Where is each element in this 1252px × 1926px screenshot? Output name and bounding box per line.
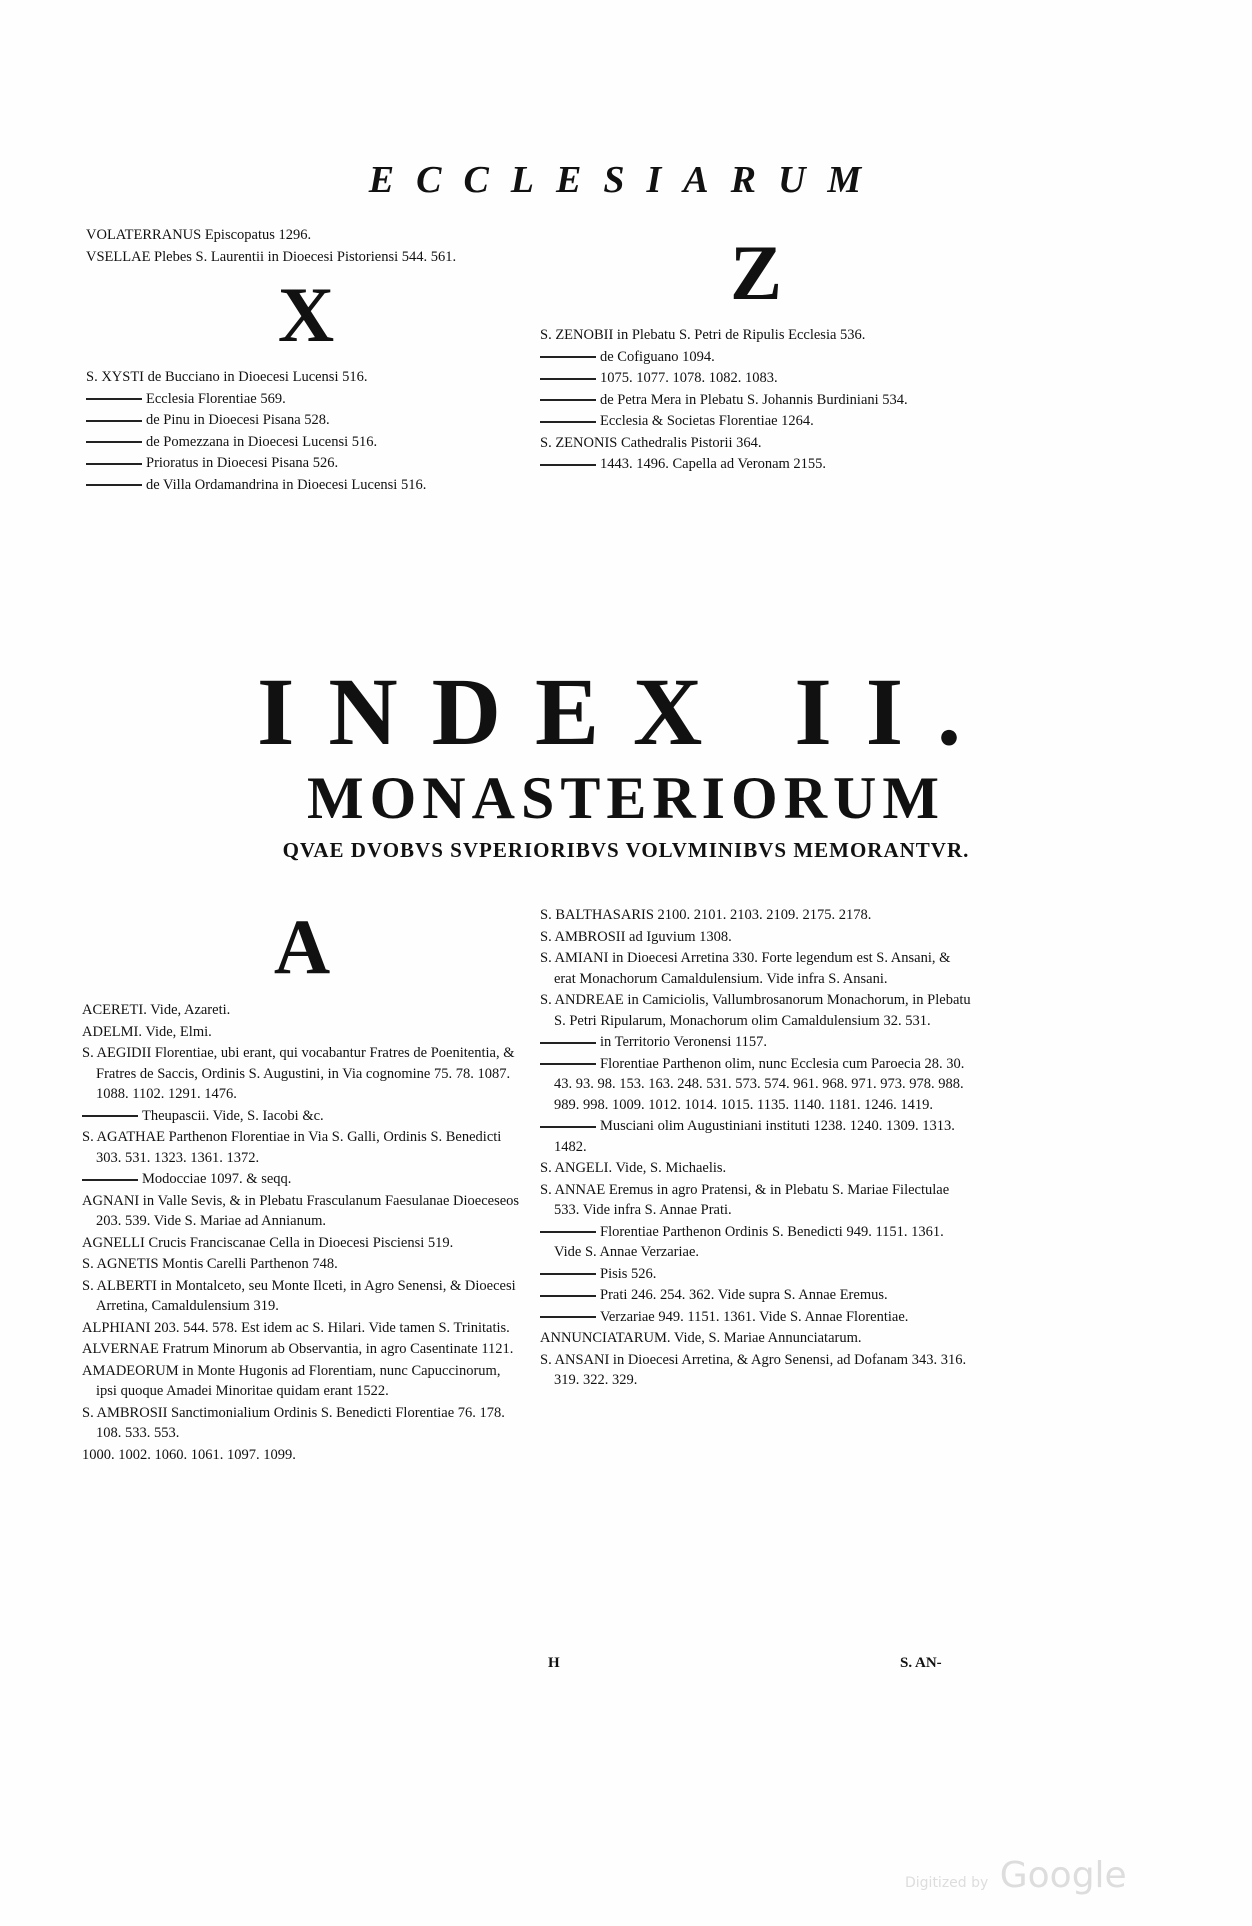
index-subtitle-line: QVAE DVOBVS SVPERIORIBVS VOLVMINIBVS MEMORANTVR. bbox=[282, 838, 970, 862]
list-item: ALVERNAE Fratrum Minorum ab Observantia, in agro Casentinate 1121. bbox=[82, 1341, 514, 1357]
list-item: S. ANNAE Eremus in agro Pratensi, & in Plebatu S. Mariae Filectulae 533. Vide infra S. Annae Prati. bbox=[540, 1181, 950, 1218]
list-item: S. AGNETIS Montis Carelli Parthenon 748. bbox=[82, 1256, 338, 1272]
column-right-top bbox=[540, 225, 972, 476]
index-title: INDEX II. bbox=[256, 658, 996, 765]
list-item: S. ZENOBII in Plebatu S. Petri de Ripulis Ecclesia 536. bbox=[540, 327, 866, 343]
list-item: Verzariae 949. 1151. 1361. Vide S. Annae Florentiae. bbox=[540, 1307, 972, 1328]
list-item: Pisis 526. bbox=[540, 1264, 972, 1285]
list-item: Prioratus in Dioecesi Pisana 526. bbox=[86, 453, 526, 474]
index-subtitle: MONASTERIORUM bbox=[306, 765, 945, 831]
section-letter: X bbox=[277, 271, 335, 358]
list-item: de Cofiguano 1094. bbox=[540, 347, 972, 368]
list-item: S. BALTHASARIS 2100. 2101. 2103. 2109. 2175. 2178. bbox=[540, 907, 872, 923]
list-item: ALPHIANI 203. 544. 578. Est idem ac S. Hilari. Vide tamen S. Trinitatis. bbox=[82, 1319, 510, 1336]
list-item: de Pomezzana in Dioecesi Lucensi 516. bbox=[86, 432, 526, 453]
list-item: S. ALBERTI in Montalceto, seu Monte Ilceti, in Agro Senensi, & Dioecesi Arretina, Camaldulensium 319. bbox=[82, 1277, 516, 1314]
list-item: de Villa Ordamandrina in Dioecesi Lucensi 516. bbox=[86, 475, 526, 496]
list-item: S. AGATHAE Parthenon Florentiae in Via S. Galli, Ordinis S. Benedicti 303. 531. 1323. 1361. 1372. bbox=[82, 1129, 502, 1166]
section-letter: Z bbox=[729, 229, 783, 316]
list-item: in Territorio Veronensi 1157. bbox=[540, 1032, 972, 1053]
signature-mark: H bbox=[548, 1655, 560, 1671]
list-item: AMADEORUM in Monte Hugonis ad Florentiam, nunc Capuccinorum, ipsi quoque Amadei Minoritae quidam erant 1522. bbox=[82, 1362, 501, 1399]
catchword: S. AN- bbox=[900, 1655, 942, 1671]
list-item: Ecclesia Florentiae 569. bbox=[86, 389, 526, 410]
list-item: VOLATERRANUS Episcopatus 1296. bbox=[86, 227, 312, 243]
list-item: de Pinu in Dioecesi Pisana 528. bbox=[86, 410, 526, 431]
list-item: S. AMBROSII ad Iguvium 1308. bbox=[540, 928, 732, 945]
list-item: S. ANSANI in Dioecesi Arretina, & Agro Senensi, ad Dofanam 343. 316. 319. 322. 329. bbox=[540, 1351, 967, 1388]
list-item: Prati 246. 254. 362. Vide supra S. Annae Eremus. bbox=[540, 1285, 972, 1306]
list-item: AGNELLI Crucis Franciscanae Cella in Dioecesi Pisciensi 519. bbox=[82, 1234, 454, 1251]
list-item: Modocciae 1097. & seqq. bbox=[82, 1169, 522, 1190]
watermark: Digitized by Google bbox=[905, 1855, 1127, 1896]
section-letter: A bbox=[273, 903, 331, 990]
list-item: de Petra Mera in Plebatu S. Johannis Burdiniani 534. bbox=[540, 390, 972, 411]
list-item: ACERETI. Vide, Azareti. bbox=[82, 1002, 231, 1018]
list-item: S. AMBROSII Sanctimonialium Ordinis S. Benedicti Florentiae 76. 178. 108. 533. 553. bbox=[82, 1404, 505, 1441]
list-item: S. XYSTI de Bucciano in Dioecesi Lucensi 516. bbox=[86, 369, 368, 385]
list-item: Theupascii. Vide, S. Iacobi &c. bbox=[82, 1106, 522, 1127]
list-item: ANNUNCIATARUM. Vide, S. Mariae Annunciatarum. bbox=[540, 1330, 862, 1346]
list-item: S. ANGELI. Vide, S. Michaelis. bbox=[540, 1160, 727, 1176]
list-item: 1000. 1002. 1060. 1061. 1097. 1099. bbox=[82, 1446, 296, 1463]
list-item: S. ZENONIS Cathedralis Pistorii 364. bbox=[540, 434, 762, 451]
list-item: 1075. 1077. 1078. 1082. 1083. bbox=[540, 368, 972, 389]
column-right-bottom bbox=[540, 905, 972, 1392]
list-item: ADELMI. Vide, Elmi. bbox=[82, 1023, 212, 1040]
running-head: ECCLESIARUM bbox=[368, 159, 884, 201]
list-item: 1443. 1496. Capella ad Veronam 2155. bbox=[540, 454, 972, 475]
column-left-bottom bbox=[82, 1000, 522, 1466]
list-item: Musciani olim Augustiniani instituti 1238. 1240. 1309. 1313. 1482. bbox=[540, 1116, 972, 1157]
list-item: Florentiae Parthenon olim, nunc Ecclesia cum Paroecia 28. 30. 43. 93. 98. 153. 163. 248. 531. 573. 574. 961. 968. 971. 973. 978. 988. 989. 998. 1009. 1012. 1014. 1015. 1135. 1140. 1181. 1246. 1419. bbox=[540, 1054, 972, 1116]
list-item: Ecclesia & Societas Florentiae 1264. bbox=[540, 411, 972, 432]
list-item: S. ANDREAE in Camiciolis, Vallumbrosanorum Monachorum, in Plebatu S. Petri Ripularum, Monachorum olim Camaldulensium 32. 531. bbox=[540, 992, 971, 1029]
list-item: S. AEGIDII Florentiae, ubi erant, qui vocabantur Fratres de Poenitentia, & Fratres de Saccis, Ordinis S. Augustini, in Via cognomine 75. 78. 1087. 1088. 1102. 1291. 1476. bbox=[82, 1045, 515, 1102]
list-item: AGNANI in Valle Sevis, & in Plebatu Frasculanum Faesulanae Dioeceseos 203. 539. Vide S. Mariae ad Annianum. bbox=[82, 1192, 520, 1229]
list-item: S. AMIANI in Dioecesi Arretina 330. Forte legendum est S. Ansani, & erat Monachorum Camaldulensium. Vide infra S. Ansani. bbox=[540, 950, 951, 987]
list-item: Florentiae Parthenon Ordinis S. Benedicti 949. 1151. 1361. Vide S. Annae Verzariae. bbox=[540, 1222, 972, 1263]
column-left-top bbox=[86, 225, 526, 496]
list-item: VSELLAE Plebes S. Laurentii in Dioecesi Pistoriensi 544. 561. bbox=[86, 248, 457, 265]
